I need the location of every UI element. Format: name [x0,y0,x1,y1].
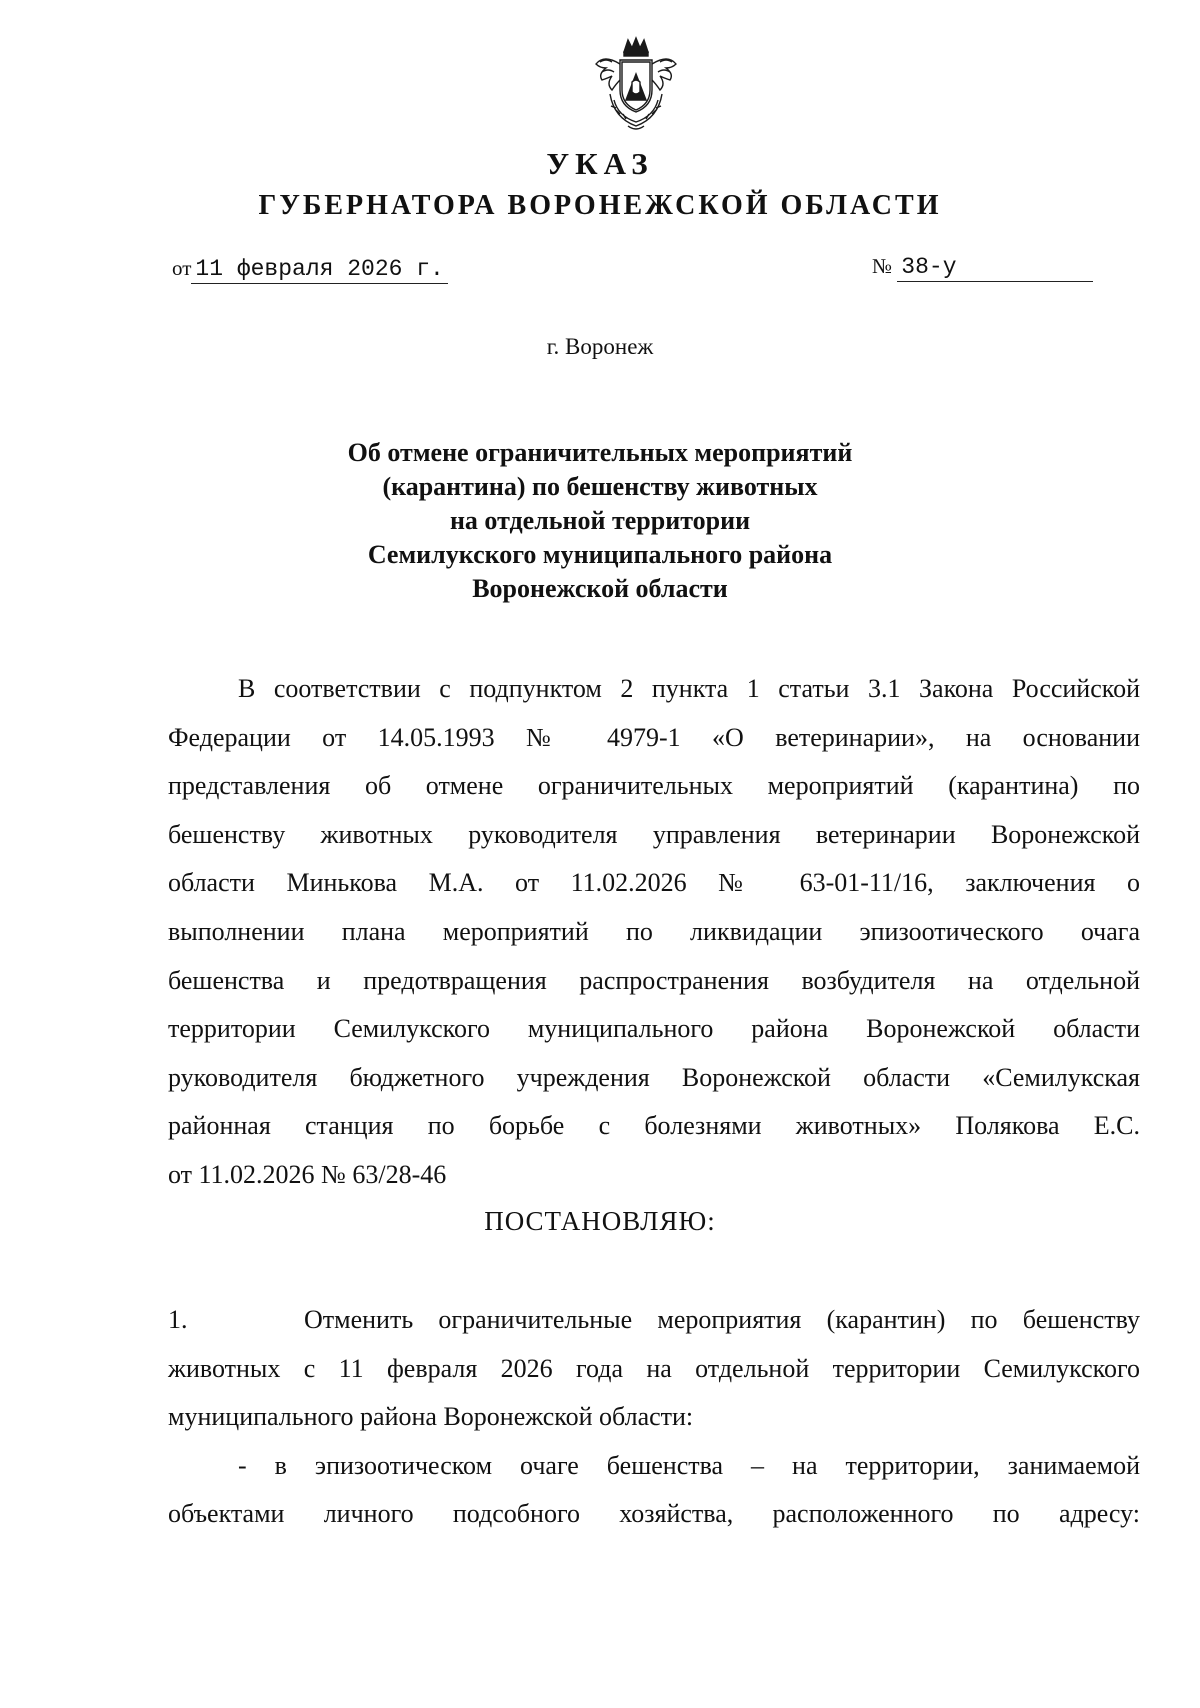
preamble-line: руководителя бюджетного учреждения Воронежской области «Семилукская [168,1062,1140,1092]
preamble-line: районная станция по борьбе с болезнями животных» Полякова Е.С. [168,1111,1140,1141]
date-prefix: от [172,256,192,280]
preamble-line: выполнении плана мероприятий по ликвидации эпизоотического очага [168,916,1140,946]
issuing-authority-title: ГУБЕРНАТОРА ВОРОНЕЖСКОЙ ОБЛАСТИ [258,190,942,221]
number-prefix: № [872,254,893,278]
preamble-line: от 11.02.2026 № 63/28-46 [168,1159,447,1189]
preamble-line: области Минькова М.А. от 11.02.2026 № 63-01-11/16, заключения о [168,868,1140,898]
subitem-line: объектами личного подсобного хозяйства, расположенного по адресу: [168,1499,1140,1529]
preamble-paragraph [168,665,1140,1200]
heading-line: Семилукского муниципального района [367,540,833,569]
item-line [168,1296,1140,1345]
decree-number: 38-у [897,254,1093,282]
item-line: животных с 11 февраля 2026 года на отдельной территории Семилукского [168,1353,1140,1383]
decree-operative-word: ПОСТАНОВЛЯЮ: [484,1206,716,1236]
decree-item-1 [168,1296,1140,1539]
preamble-line: В соответствии с подпунктом 2 пункта 1 статьи 3.1 Закона Российской [238,674,1140,703]
city-name: г. Воронеж [546,334,654,359]
heading-line: (карантина) по бешенству животных [382,472,818,501]
preamble-line: представления об отмене ограничительных мероприятий (карантина) по [168,771,1140,801]
preamble-line: Федерации от 14.05.1993 № 4979-1 «О ветеринарии», на основании [168,722,1140,752]
item-number: 1. [168,1305,188,1334]
preamble-line: бешенства и предотвращения распространения возбудителя на отдельной [168,965,1140,995]
heading-line: Об отмене ограничительных мероприятий [347,438,853,467]
document-type-title: УКАЗ [546,146,654,181]
voronezh-coat-of-arms-icon [588,34,684,134]
subitem-line: - в эпизоотическом очаге бешенства – на территории, занимаемой [238,1450,1140,1480]
decree-date: 11 февраля 2026 г. [191,256,447,284]
heading-line: Воронежской области [472,574,728,603]
preamble-line: бешенству животных руководителя управления ветеринарии Воронежской [168,819,1140,849]
decree-heading [0,436,1200,606]
preamble-line: территории Семилукского муниципального района Воронежской области [168,1014,1140,1044]
number-line [872,254,1093,282]
date-line [172,256,448,284]
heading-line: на отдельной территории [449,506,751,535]
item-text: Отменить ограничительные мероприятия (карантин) по бешенству [304,1305,1140,1334]
item-line: муниципального района Воронежской области: [168,1402,694,1432]
